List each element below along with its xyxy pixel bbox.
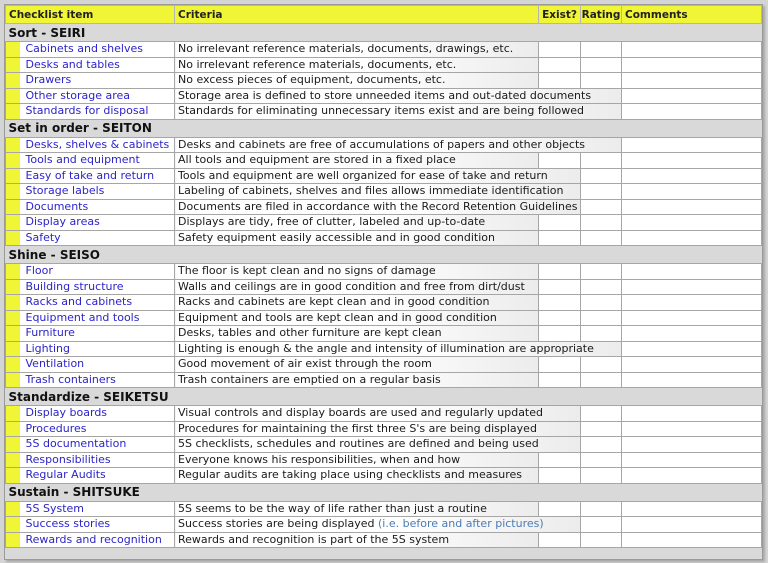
criteria-text: Storage area is defined to store unneeded items and out-dated documents xyxy=(178,88,592,102)
criteria-cell xyxy=(175,279,539,295)
checklist-row xyxy=(6,57,762,73)
checklist-row xyxy=(6,452,762,468)
comments-cell[interactable] xyxy=(622,264,762,280)
header-comments: Comments xyxy=(622,6,762,24)
checklist-row xyxy=(6,468,762,484)
rating-cell[interactable] xyxy=(581,372,622,388)
status-flag xyxy=(6,406,20,422)
exist-cell[interactable] xyxy=(539,357,581,373)
status-flag xyxy=(6,295,20,311)
criteria-cell xyxy=(175,532,539,548)
criteria-note: (i.e. before and after pictures) xyxy=(374,517,544,531)
exist-cell[interactable] xyxy=(539,153,581,169)
checklist-row xyxy=(6,326,762,342)
rating-cell[interactable] xyxy=(581,57,622,73)
rating-cell[interactable] xyxy=(581,230,622,246)
rating-cell[interactable] xyxy=(581,73,622,89)
criteria-text: Standards for eliminating unnecessary items exist and are being followed xyxy=(178,104,585,118)
criteria-cell xyxy=(175,310,539,326)
header-criteria: Criteria xyxy=(175,6,539,24)
section-title: Shine - SEISO xyxy=(6,246,762,264)
comments-cell[interactable] xyxy=(622,168,762,184)
criteria-cell xyxy=(175,184,581,200)
exist-cell[interactable] xyxy=(539,57,581,73)
comments-cell[interactable] xyxy=(622,88,762,104)
status-flag xyxy=(6,437,20,453)
exist-cell[interactable] xyxy=(539,279,581,295)
section-title: Set in order - SEITON xyxy=(6,119,762,137)
rating-cell[interactable] xyxy=(581,468,622,484)
comments-cell[interactable] xyxy=(622,421,762,437)
checklist-item-link[interactable]: Desks, shelves & cabinets xyxy=(20,137,175,153)
rating-cell[interactable] xyxy=(581,357,622,373)
section-title: Sort - SEIRI xyxy=(6,24,762,42)
status-flag xyxy=(6,468,20,484)
criteria-text: Labeling of cabinets, shelves and files allows immediate identification xyxy=(178,184,564,198)
criteria-cell xyxy=(175,421,581,437)
criteria-text: No irrelevant reference materials, documents, drawings, etc. xyxy=(178,42,514,56)
criteria-text: Rewards and recognition is part of the 5S system xyxy=(178,532,450,546)
criteria-cell xyxy=(175,153,539,169)
checklist-row xyxy=(6,264,762,280)
criteria-text: Visual controls and display boards are used and regularly updated xyxy=(178,406,543,420)
status-flag xyxy=(6,357,20,373)
criteria-cell xyxy=(175,168,581,184)
criteria-text: The floor is kept clean and no signs of damage xyxy=(178,264,436,278)
section-header xyxy=(6,388,762,406)
rating-cell[interactable] xyxy=(581,279,622,295)
checklist-body xyxy=(6,24,762,548)
rating-cell[interactable] xyxy=(581,326,622,342)
checklist-item-link[interactable]: 5S System xyxy=(20,501,175,517)
checklist-row xyxy=(6,184,762,200)
checklist-row xyxy=(6,73,762,89)
checklist-item-link[interactable]: Storage labels xyxy=(20,184,175,200)
criteria-text: Success stories are being displayed xyxy=(178,517,375,531)
header-rating: Rating xyxy=(581,6,622,24)
comments-cell[interactable] xyxy=(622,452,762,468)
checklist-row xyxy=(6,532,762,548)
status-flag xyxy=(6,168,20,184)
criteria-cell xyxy=(175,501,539,517)
criteria-cell xyxy=(175,406,581,422)
status-flag xyxy=(6,326,20,342)
checklist-item-link[interactable]: Regular Audits xyxy=(20,468,175,484)
checklist-sheet xyxy=(4,4,763,560)
checklist-item-link[interactable]: Floor xyxy=(20,264,175,280)
comments-cell[interactable] xyxy=(622,73,762,89)
checklist-item-link[interactable]: Safety xyxy=(20,230,175,246)
rating-cell[interactable] xyxy=(581,452,622,468)
checklist-item-link[interactable]: Furniture xyxy=(20,326,175,342)
status-flag xyxy=(6,279,20,295)
exist-cell[interactable] xyxy=(539,326,581,342)
comments-cell[interactable] xyxy=(622,406,762,422)
checklist-row xyxy=(6,230,762,246)
exist-cell[interactable] xyxy=(539,264,581,280)
rating-cell[interactable] xyxy=(581,532,622,548)
status-flag xyxy=(6,184,20,200)
comments-cell[interactable] xyxy=(622,517,762,533)
criteria-cell xyxy=(175,230,539,246)
checklist-item-link[interactable]: Responsibilities xyxy=(20,452,175,468)
rating-cell[interactable] xyxy=(581,215,622,231)
criteria-text: No irrelevant reference materials, documents, etc. xyxy=(178,57,457,71)
checklist-item-link[interactable]: Lighting xyxy=(20,341,175,357)
criteria-text: 5S checklists, schedules and routines are defined and being used xyxy=(178,437,539,451)
checklist-item-link[interactable]: Procedures xyxy=(20,421,175,437)
criteria-text: Walls and ceilings are in good condition and free from dirt/dust xyxy=(178,279,525,293)
status-flag xyxy=(6,73,20,89)
criteria-cell xyxy=(175,437,581,453)
checklist-row xyxy=(6,517,762,533)
status-flag xyxy=(6,517,20,533)
section-header xyxy=(6,24,762,42)
criteria-text: Lighting is enough & the angle and intensity of illumination are appropriate xyxy=(178,341,594,355)
checklist-item-link[interactable]: Desks and tables xyxy=(20,57,175,73)
criteria-cell xyxy=(175,341,622,357)
rating-cell[interactable] xyxy=(581,153,622,169)
criteria-cell xyxy=(175,517,581,533)
comments-cell[interactable] xyxy=(622,42,762,58)
criteria-cell xyxy=(175,468,539,484)
checklist-item-link[interactable]: Other storage area xyxy=(20,88,175,104)
exist-cell[interactable] xyxy=(539,215,581,231)
exist-cell[interactable] xyxy=(539,230,581,246)
section-header xyxy=(6,246,762,264)
section-header xyxy=(6,483,762,501)
status-flag xyxy=(6,230,20,246)
comments-cell[interactable] xyxy=(622,532,762,548)
comments-cell[interactable] xyxy=(622,468,762,484)
criteria-cell xyxy=(175,452,539,468)
status-flag xyxy=(6,104,20,120)
rating-cell[interactable] xyxy=(581,310,622,326)
criteria-text: 5S seems to be the way of life rather than just a routine xyxy=(178,501,487,515)
status-flag xyxy=(6,452,20,468)
header-checklist-item: Checklist item xyxy=(6,6,175,24)
rating-cell[interactable] xyxy=(581,295,622,311)
criteria-text: Racks and cabinets are kept clean and in good condition xyxy=(178,295,490,309)
comments-cell[interactable] xyxy=(622,326,762,342)
criteria-text: All tools and equipment are stored in a fixed place xyxy=(178,153,456,167)
status-flag xyxy=(6,421,20,437)
criteria-cell xyxy=(175,357,539,373)
rating-cell[interactable] xyxy=(581,517,622,533)
exist-cell[interactable] xyxy=(539,73,581,89)
checklist-item-link[interactable]: Tools and equipment xyxy=(20,153,175,169)
checklist-row xyxy=(6,357,762,373)
checklist-item-link[interactable]: Equipment and tools xyxy=(20,310,175,326)
comments-cell[interactable] xyxy=(622,104,762,120)
checklist-row xyxy=(6,199,762,215)
status-flag xyxy=(6,88,20,104)
exist-cell[interactable] xyxy=(539,468,581,484)
checklist-row xyxy=(6,295,762,311)
status-flag xyxy=(6,532,20,548)
status-flag xyxy=(6,310,20,326)
checklist-item-link[interactable]: Cabinets and shelves xyxy=(20,42,175,58)
section-title: Sustain - SHITSUKE xyxy=(6,483,762,501)
criteria-text: Trash containers are emptied on a regular basis xyxy=(178,372,441,386)
comments-cell[interactable] xyxy=(622,341,762,357)
section-title: Standardize - SEIKETSU xyxy=(6,388,762,406)
comments-cell[interactable] xyxy=(622,279,762,295)
criteria-cell xyxy=(175,57,539,73)
criteria-text: Safety equipment easily accessible and in good condition xyxy=(178,230,496,244)
checklist-row xyxy=(6,104,762,120)
status-flag xyxy=(6,372,20,388)
checklist-row xyxy=(6,341,762,357)
status-flag xyxy=(6,199,20,215)
checklist-item-link[interactable]: Display areas xyxy=(20,215,175,231)
checklist-row xyxy=(6,168,762,184)
comments-cell[interactable] xyxy=(622,199,762,215)
comments-cell[interactable] xyxy=(622,501,762,517)
checklist-row xyxy=(6,501,762,517)
criteria-cell xyxy=(175,88,622,104)
exist-cell[interactable] xyxy=(539,452,581,468)
comments-cell[interactable] xyxy=(622,437,762,453)
checklist-row xyxy=(6,310,762,326)
checklist-item-link[interactable]: Display boards xyxy=(20,406,175,422)
rating-cell[interactable] xyxy=(581,501,622,517)
5s-checklist-table xyxy=(5,5,762,548)
criteria-cell xyxy=(175,137,622,153)
checklist-row xyxy=(6,406,762,422)
comments-cell[interactable] xyxy=(622,57,762,73)
exist-cell[interactable] xyxy=(539,532,581,548)
checklist-item-link[interactable]: Drawers xyxy=(20,73,175,89)
status-flag xyxy=(6,153,20,169)
criteria-cell xyxy=(175,73,539,89)
criteria-text: No excess pieces of equipment, documents, etc. xyxy=(178,73,446,87)
criteria-cell xyxy=(175,295,539,311)
criteria-text: Desks and cabinets are free of accumulations of papers and other objects xyxy=(178,137,585,151)
status-flag xyxy=(6,215,20,231)
checklist-item-link[interactable]: 5S documentation xyxy=(20,437,175,453)
criteria-cell xyxy=(175,264,539,280)
checklist-item-link[interactable]: Building structure xyxy=(20,279,175,295)
rating-cell[interactable] xyxy=(581,42,622,58)
checklist-row xyxy=(6,279,762,295)
rating-cell[interactable] xyxy=(581,437,622,453)
checklist-item-link[interactable]: Ventilation xyxy=(20,357,175,373)
checklist-row xyxy=(6,153,762,169)
status-flag xyxy=(6,42,20,58)
criteria-text: Equipment and tools are kept clean and in good condition xyxy=(178,310,497,324)
criteria-cell xyxy=(175,104,622,120)
checklist-item-link[interactable]: Documents xyxy=(20,199,175,215)
header-row xyxy=(6,6,762,24)
comments-cell[interactable] xyxy=(622,153,762,169)
status-flag xyxy=(6,57,20,73)
checklist-item-link[interactable]: Standards for disposal xyxy=(20,104,175,120)
comments-cell[interactable] xyxy=(622,372,762,388)
checklist-item-link[interactable]: Racks and cabinets xyxy=(20,295,175,311)
exist-cell[interactable] xyxy=(539,372,581,388)
header-exist: Exist? xyxy=(539,6,581,24)
checklist-row xyxy=(6,88,762,104)
comments-cell[interactable] xyxy=(622,184,762,200)
checklist-item-link[interactable]: Easy of take and return xyxy=(20,168,175,184)
section-header xyxy=(6,119,762,137)
checklist-row xyxy=(6,437,762,453)
rating-cell[interactable] xyxy=(581,406,622,422)
criteria-cell xyxy=(175,42,539,58)
checklist-row xyxy=(6,215,762,231)
comments-cell[interactable] xyxy=(622,137,762,153)
exist-cell[interactable] xyxy=(539,310,581,326)
checklist-row xyxy=(6,42,762,58)
criteria-text: Good movement of air exist through the room xyxy=(178,357,432,371)
criteria-text: Displays are tidy, free of clutter, labeled and up-to-date xyxy=(178,215,486,229)
comments-cell[interactable] xyxy=(622,310,762,326)
rating-cell[interactable] xyxy=(581,264,622,280)
criteria-text: Regular audits are taking place using checklists and measures xyxy=(178,468,522,482)
comments-cell[interactable] xyxy=(622,230,762,246)
rating-cell[interactable] xyxy=(581,199,622,215)
rating-cell[interactable] xyxy=(581,168,622,184)
criteria-text: Tools and equipment are well organized for ease of take and return xyxy=(178,168,548,182)
status-flag xyxy=(6,341,20,357)
checklist-row xyxy=(6,137,762,153)
criteria-text: Documents are filed in accordance with the Record Retention Guidelines xyxy=(178,199,578,213)
criteria-cell xyxy=(175,326,539,342)
checklist-item-link[interactable]: Trash containers xyxy=(20,372,175,388)
exist-cell[interactable] xyxy=(539,295,581,311)
checklist-item-link[interactable]: Rewards and recognition xyxy=(20,532,175,548)
exist-cell[interactable] xyxy=(539,42,581,58)
criteria-text: Desks, tables and other furniture are kept clean xyxy=(178,326,442,340)
checklist-item-link[interactable]: Success stories xyxy=(20,517,175,533)
status-flag xyxy=(6,264,20,280)
criteria-cell xyxy=(175,199,581,215)
rating-cell[interactable] xyxy=(581,421,622,437)
criteria-cell xyxy=(175,372,539,388)
checklist-row xyxy=(6,372,762,388)
criteria-cell xyxy=(175,215,539,231)
comments-cell[interactable] xyxy=(622,295,762,311)
status-flag xyxy=(6,501,20,517)
criteria-text: Procedures for maintaining the first three S's are being displayed xyxy=(178,421,537,435)
status-flag xyxy=(6,137,20,153)
comments-cell[interactable] xyxy=(622,357,762,373)
checklist-row xyxy=(6,421,762,437)
exist-cell[interactable] xyxy=(539,501,581,517)
comments-cell[interactable] xyxy=(622,215,762,231)
rating-cell[interactable] xyxy=(581,184,622,200)
criteria-text: Everyone knows his responsibilities, when and how xyxy=(178,452,461,466)
